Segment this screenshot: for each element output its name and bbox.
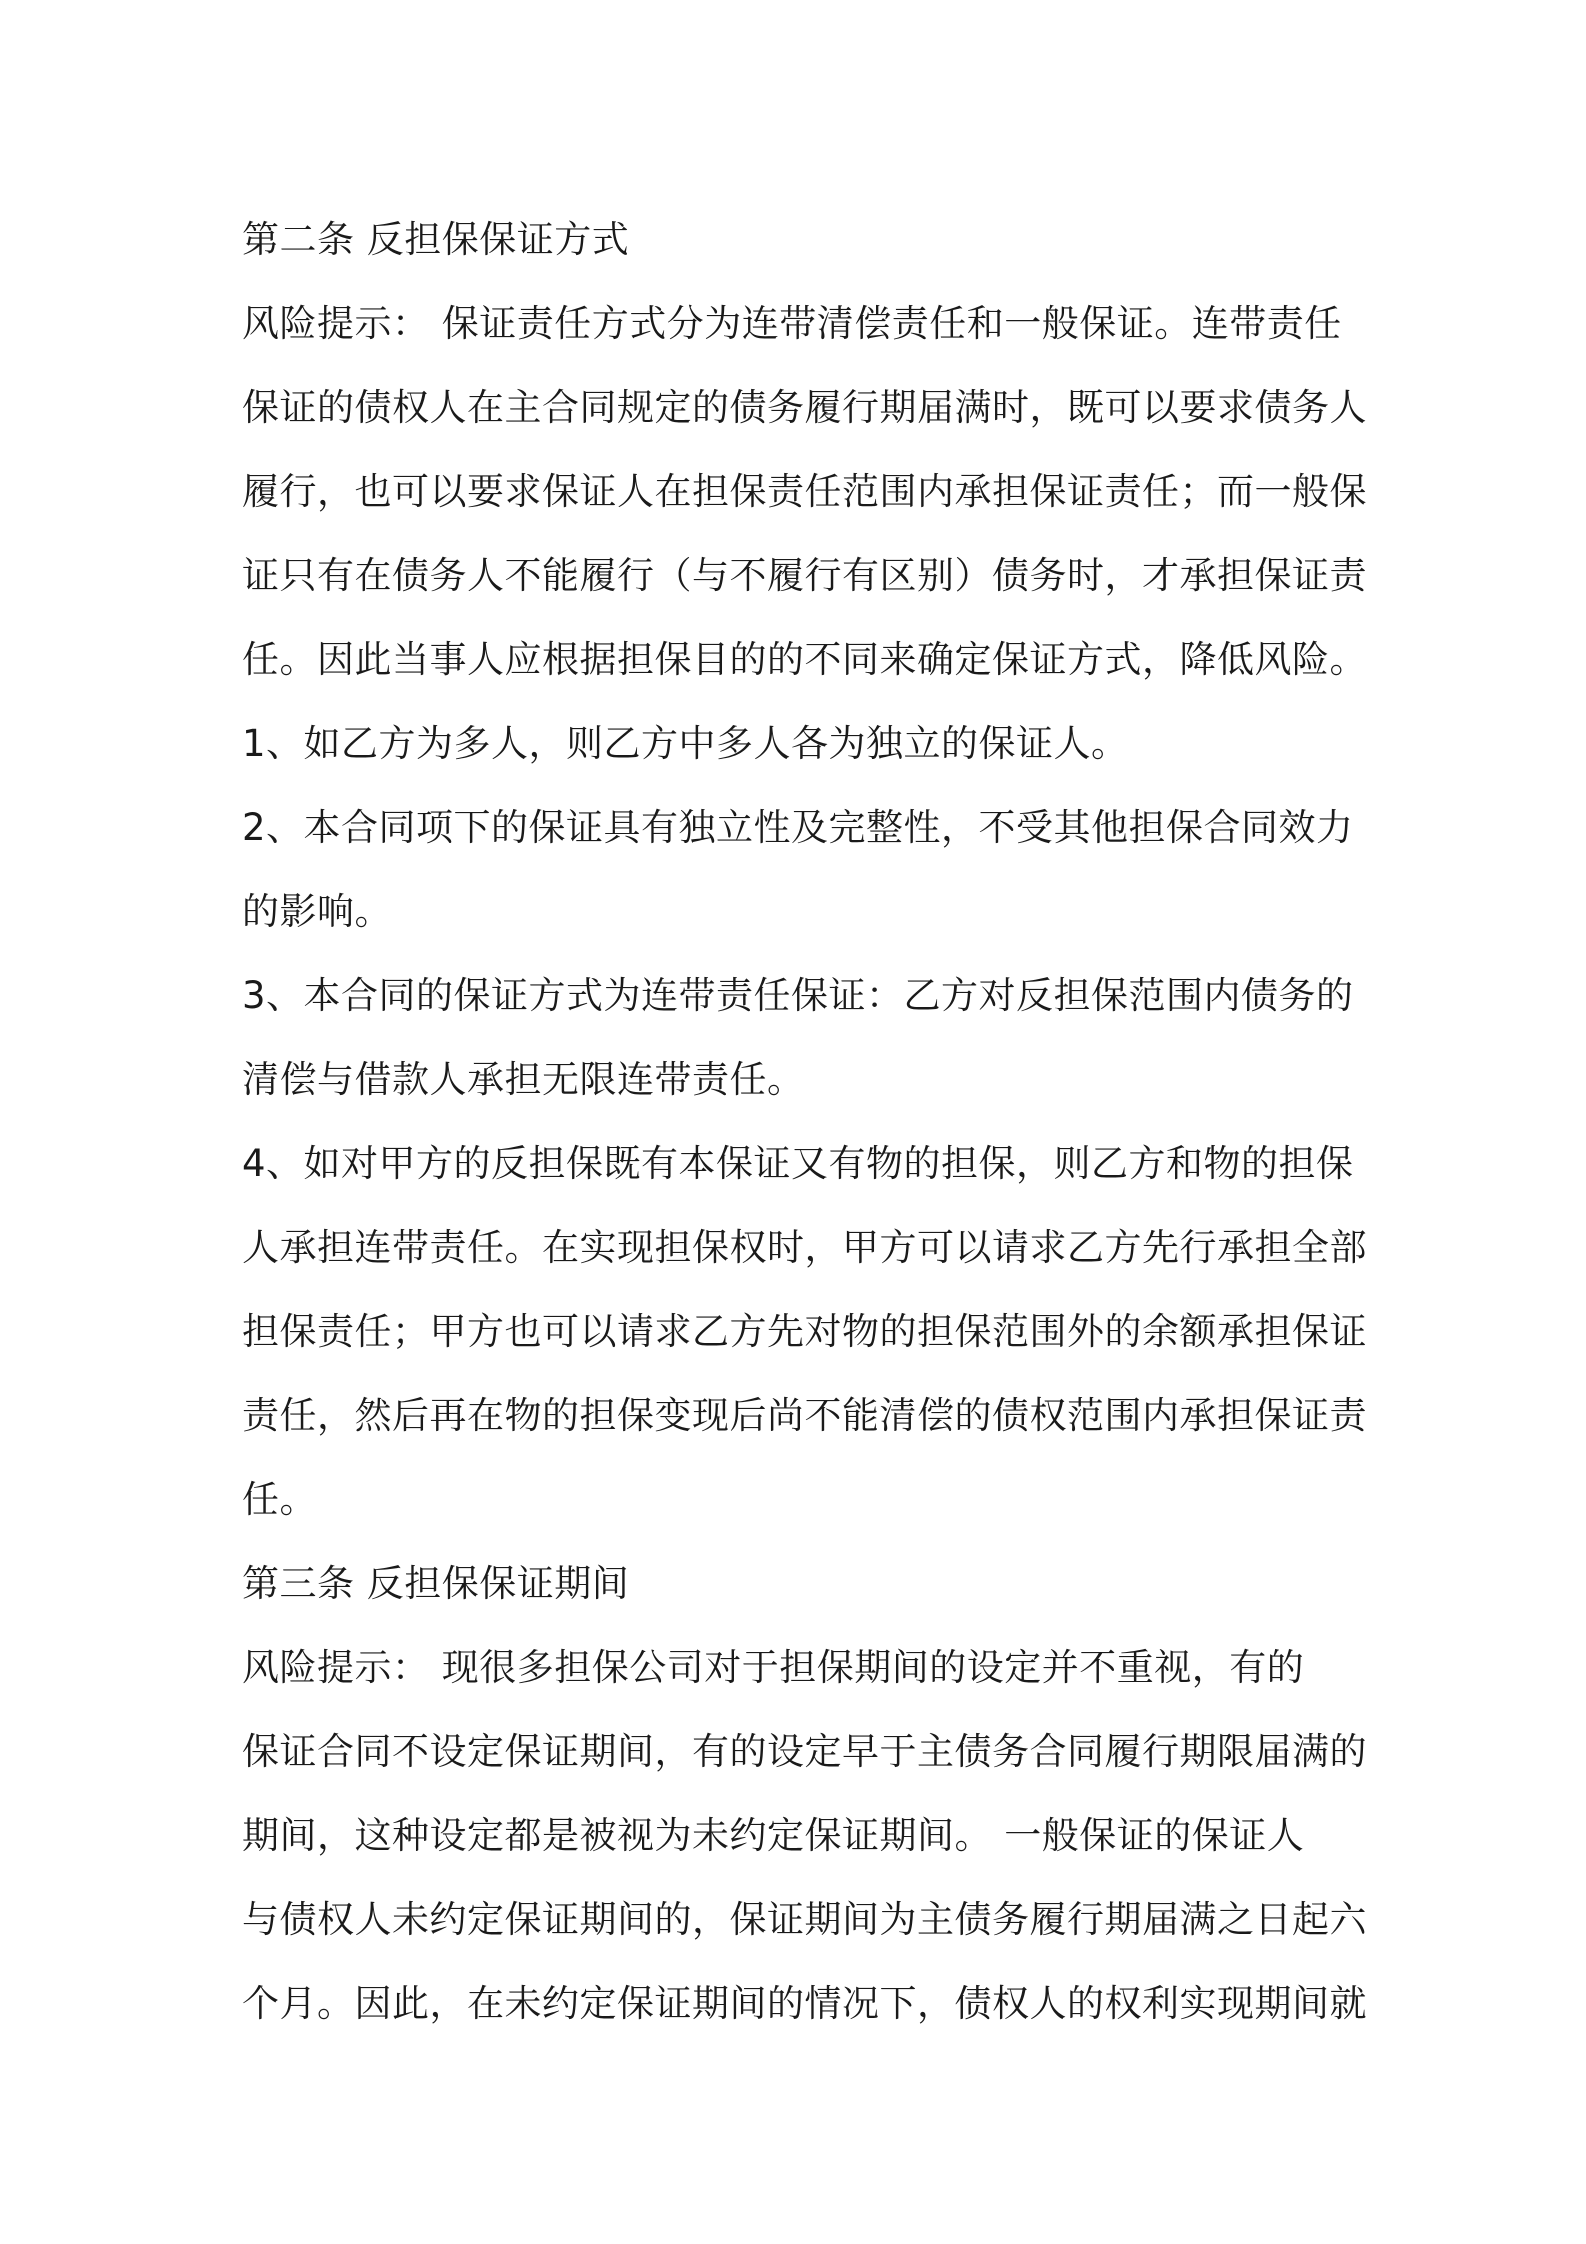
clause-2-line: 的影响。 xyxy=(242,890,392,933)
clause-4-line: 4、如对甲方的反担保既有本保证又有物的担保，则乙方和物的担保 xyxy=(242,1142,1354,1185)
risk-note-line: 证只有在债务人不能履行（与不履行有区别）债务时，才承担保证责 xyxy=(242,554,1367,597)
clause-3-line: 清偿与借款人承担无限连带责任。 xyxy=(242,1058,805,1101)
risk-note-line: 风险提示： 保证责任方式分为连带清偿责任和一般保证。连带责任 xyxy=(242,302,1342,345)
risk-note-line: 任。因此当事人应根据担保目的的不同来确定保证方式，降低风险。 xyxy=(242,638,1367,681)
risk-note-line: 保证的债权人在主合同规定的债务履行期届满时，既可以要求债务人 xyxy=(242,386,1367,429)
clause-2-line: 2、本合同项下的保证具有独立性及完整性，不受其他担保合同效力 xyxy=(242,806,1354,849)
article-2-heading: 第二条 反担保保证方式 xyxy=(242,218,630,261)
risk-note-line: 个月。因此，在未约定保证期间的情况下，债权人的权利实现期间就 xyxy=(242,1982,1367,2025)
clause-4-line: 责任，然后再在物的担保变现后尚不能清偿的债权范围内承担保证责 xyxy=(242,1394,1367,1437)
clause-4-line: 人承担连带责任。在实现担保权时，甲方可以请求乙方先行承担全部 xyxy=(242,1226,1367,1269)
risk-note-line: 履行，也可以要求保证人在担保责任范围内承担保证责任；而一般保 xyxy=(242,470,1367,513)
risk-note-line: 风险提示： 现很多担保公司对于担保期间的设定并不重视，有的 xyxy=(242,1646,1305,1689)
clause-4-line: 任。 xyxy=(242,1478,317,1521)
document-body xyxy=(242,198,1367,2046)
article-3-heading: 第三条 反担保保证期间 xyxy=(242,1562,630,1605)
clause-1-line: 1、如乙方为多人，则乙方中多人各为独立的保证人。 xyxy=(242,722,1129,765)
clause-3-line: 3、本合同的保证方式为连带责任保证：乙方对反担保范围内债务的 xyxy=(242,974,1354,1017)
risk-note-line: 保证合同不设定保证期间，有的设定早于主债务合同履行期限届满的 xyxy=(242,1730,1367,1773)
risk-note-line: 与债权人未约定保证期间的，保证期间为主债务履行期届满之日起六 xyxy=(242,1898,1367,1941)
clause-4-line: 担保责任；甲方也可以请求乙方先对物的担保范围外的余额承担保证 xyxy=(242,1310,1367,1353)
risk-note-line: 期间，这种设定都是被视为未约定保证期间。 一般保证的保证人 xyxy=(242,1814,1305,1857)
